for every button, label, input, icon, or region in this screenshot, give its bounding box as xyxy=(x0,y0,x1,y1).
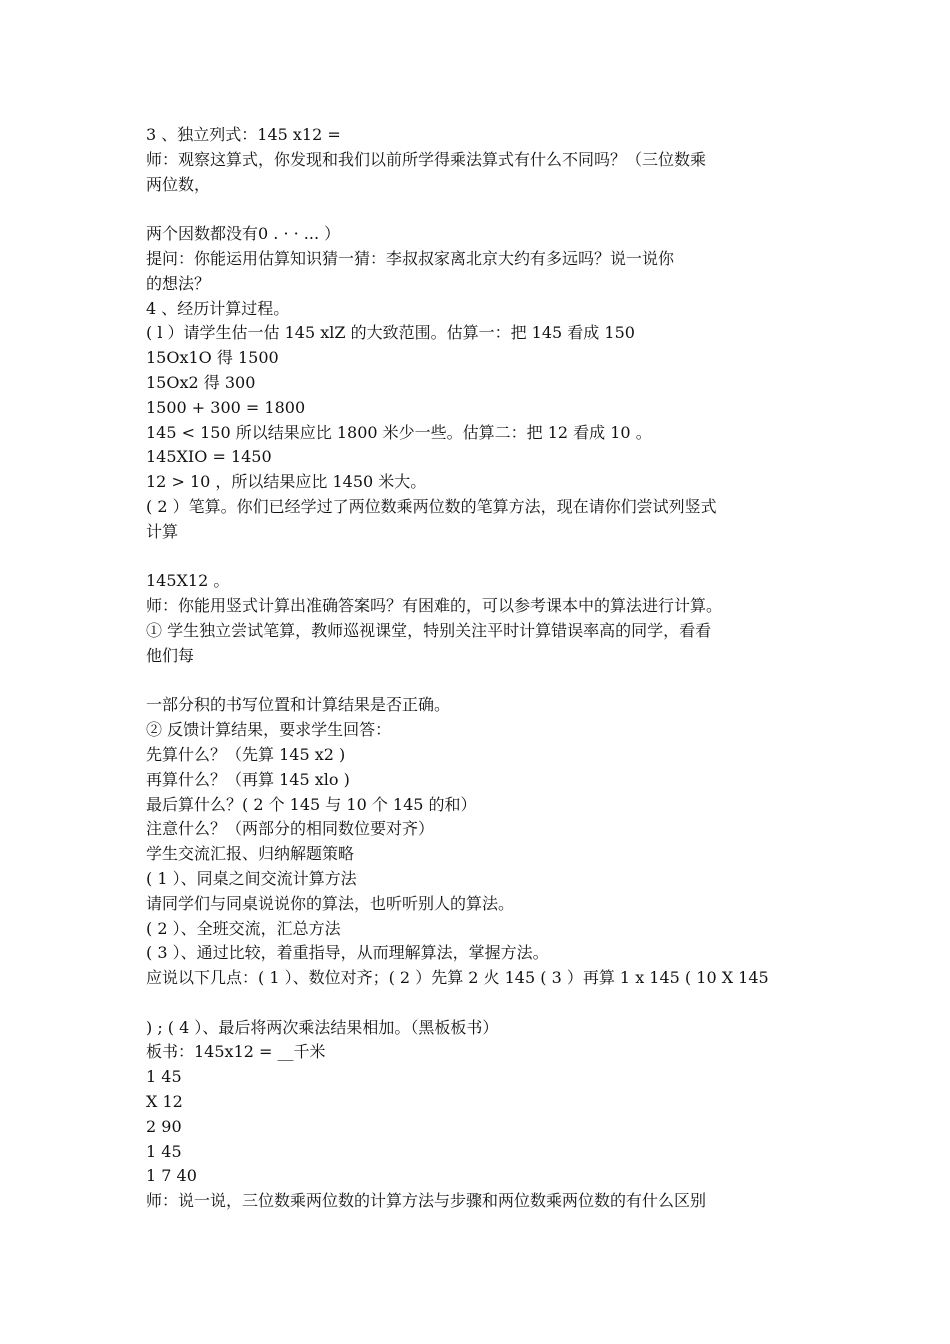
text-line: 提问：你能运用估算知识猜一猜：李叔叔家离北京大约有多远吗？说一说你 xyxy=(146,248,675,268)
text-line: 一部分积的书写位置和计算结果是否正确。 xyxy=(146,695,451,715)
text-line: 2 90 xyxy=(146,1116,182,1136)
text-line: 1 7 40 xyxy=(146,1166,197,1186)
text-line: 师：观察这算式，你发现和我们以前所学得乘法算式有什么不同吗？（三位数乘 xyxy=(146,149,707,169)
paragraph-gap xyxy=(146,197,826,222)
text-line: 先算什么？（先算 145 x2 ) xyxy=(146,744,346,764)
text-line: ( 2 ）笔算。你们已经学过了两位数乘两位数的笔算方法，现在请你们尝试列竖式 xyxy=(146,496,717,516)
text-line: 师：说一说，三位数乘两位数的计算方法与步骤和两位数乘两位数的有什么区别 xyxy=(146,1191,707,1211)
text-line: ( 1 ）、同桌之间交流计算方法 xyxy=(146,868,357,888)
text-line: 1 45 xyxy=(146,1141,182,1161)
text-line: 1 45 xyxy=(146,1067,182,1087)
text-line: 145XIO = 1450 xyxy=(146,447,272,467)
text-line: 12 > 10 ，所以结果应比 1450 米大。 xyxy=(146,472,427,492)
text-line: 3 、独立列式：145 x12 = xyxy=(146,125,341,144)
text-line: 15Ox2 得 300 xyxy=(146,372,256,392)
text-line: 注意什么？（两部分的相同数位要对齐） xyxy=(146,819,435,839)
text-line: 计算 xyxy=(146,521,179,541)
text-line: 两个因数都没有0 . · · ... ） xyxy=(146,224,341,244)
text-line: 师：你能用竖式计算出准确答案吗？有困难的，可以参考课本中的算法进行计算。 xyxy=(146,596,723,616)
text-line: 145X12 。 xyxy=(146,571,230,591)
text-line: ① 学生独立尝试笔算，教师巡视课堂，特别关注平时计算错误率高的同学，看看 xyxy=(146,620,712,640)
paragraph-gap xyxy=(146,991,826,1016)
text-line: 4 、经历计算过程。 xyxy=(146,298,290,318)
text-line: ( 3 ）、通过比较，着重指导，从而理解算法，掌握方法。 xyxy=(146,943,549,963)
text-line: 请同学们与同桌说说你的算法，也听听别人的算法。 xyxy=(146,893,515,913)
text-line: 应说以下几点：( 1 ）、数位对齐；( 2 ）先算 2 火 145 ( 3 ）再算 1 x 145 ( 10 X 145 xyxy=(146,968,769,988)
text-line: 145 < 150 所以结果应比 1800 米少一些。估算二：把 12 看成 10 。 xyxy=(146,422,652,442)
text-line: X 12 xyxy=(146,1092,183,1112)
text-line: 板书：145x12 = __千米 xyxy=(146,1042,326,1062)
text-line: 的想法？ xyxy=(146,273,211,293)
text-line: 他们每 xyxy=(146,645,195,665)
text-line: 最后算什么？( 2 个 145 与 10 个 145 的和） xyxy=(146,794,477,814)
document-body xyxy=(146,123,826,1214)
text-line: ( 2 ）、全班交流，汇总方法 xyxy=(146,918,341,938)
text-line: ) ; ( 4 ）、最后将两次乘法结果相加。（黑板板书） xyxy=(146,1017,499,1037)
text-line: ② 反馈计算结果，要求学生回答： xyxy=(146,720,392,740)
paragraph-gap xyxy=(146,669,826,694)
paragraph-gap xyxy=(146,545,826,570)
text-line: 学生交流汇报、归纳解题策略 xyxy=(146,844,355,864)
text-line: 15Ox1O 得 1500 xyxy=(146,348,279,368)
text-line: 1500 + 300 = 1800 xyxy=(146,397,306,417)
text-line: ( l ）请学生估一估 145 xlZ 的大致范围。估算一：把 145 看成 150 xyxy=(146,323,635,343)
text-line: 再算什么？（再算 145 xlo ) xyxy=(146,769,350,789)
text-line: 两位数， xyxy=(146,174,211,194)
